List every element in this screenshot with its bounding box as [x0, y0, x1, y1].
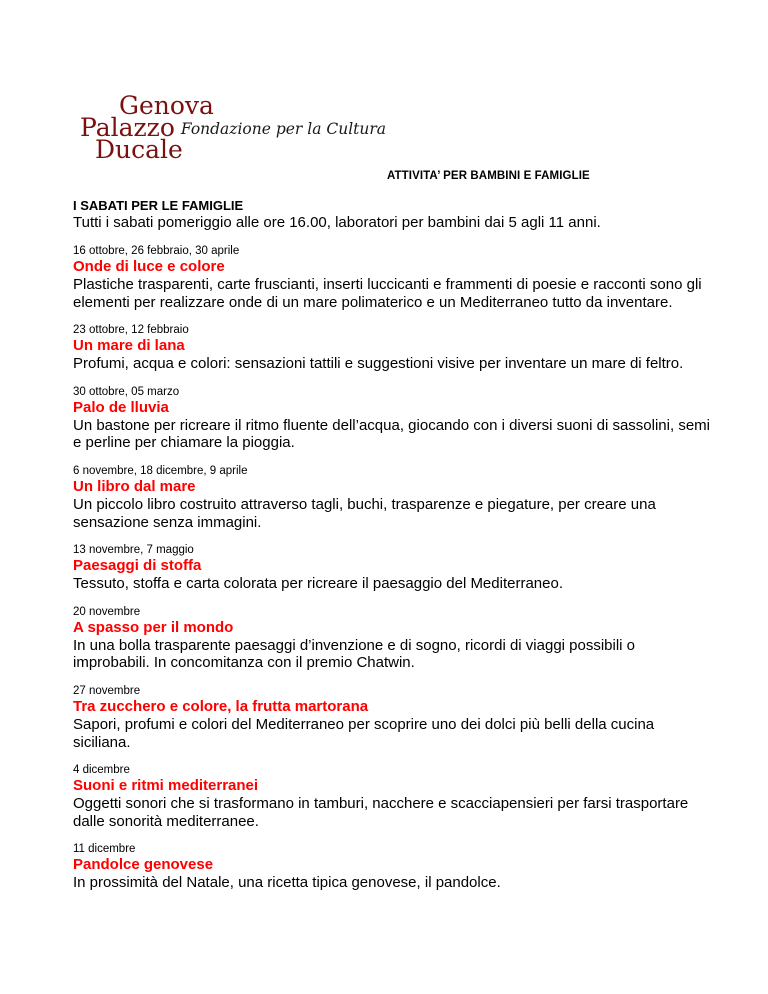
event-description: Un bastone per ricreare il ritmo fluente dell’acqua, giocando con i diversi suoni di sassolini, semi e perline per chiamare la pioggia. — [73, 416, 710, 452]
event-title: Pandolce genovese — [73, 856, 214, 874]
event-item — [73, 244, 713, 311]
event-title: Onde di luce e colore — [73, 258, 225, 275]
logo-line-genova: Genova — [119, 91, 214, 120]
event-description: Plastiche trasparenti, carte fruscianti, inserti luccicanti e frammenti di poesie e racconti sono gli elementi per realizzare onde di un mare polimaterico e un Mediterraneo tutto da inventare. — [73, 276, 702, 311]
event-item — [73, 605, 713, 672]
event-dates: 20 novembre — [73, 605, 141, 618]
event-dates: 11 dicembre — [73, 843, 136, 856]
event-description: In prossimità del Natale, una ricetta tipica genovese, il pandolce. — [73, 874, 501, 892]
event-dates: 16 ottobre, 26 febbraio, 30 aprile — [73, 245, 240, 257]
event-item — [73, 842, 713, 892]
event-description: Oggetti sonori che si trasformano in tamburi, nacchere e scacciapensieri per farsi trasportare dalle sonorità mediterranee. — [73, 795, 689, 830]
event-dates: 6 novembre, 18 dicembre, 9 aprile — [73, 464, 248, 477]
event-dates: 4 dicembre — [73, 764, 130, 777]
logo — [80, 91, 387, 164]
logo-line-ducale: Ducale — [95, 135, 183, 164]
event-title: A spasso per il mondo — [73, 618, 234, 636]
event-description: In una bolla trasparente paesaggi d’invenzione e di sogno, ricordi di viaggi possibili o improbabili. In concomitanza con il premio Chatwin. — [73, 636, 636, 672]
event-title: Paesaggi di stoffa — [73, 557, 202, 575]
event-title: Un mare di lana — [73, 337, 185, 355]
event-title: Suoni e ritmi mediterranei — [73, 777, 259, 795]
section-intro: Tutti i sabati pomeriggio alle ore 16.00, laboratori per bambini dai 5 agli 11 anni. — [73, 214, 601, 231]
event-description: Un piccolo libro costruito attraverso tagli, buchi, trasparenze e piegature, per creare una sensazione senza immagini. — [73, 495, 656, 531]
event-item — [73, 543, 713, 593]
event-item — [73, 763, 713, 830]
event-description: Tessuto, stoffa e carta colorata per ricreare il paesaggio del Mediterraneo. — [73, 575, 563, 593]
event-dates: 13 novembre, 7 maggio — [73, 544, 194, 557]
event-dates: 27 novembre — [73, 684, 141, 697]
section-sabati — [73, 198, 713, 904]
event-title: Palo de lluvia — [73, 398, 169, 416]
event-item — [73, 684, 713, 751]
event-description: Profumi, acqua e colori: sensazioni tattili e suggestioni visive per inventare un mare di feltro. — [73, 355, 684, 373]
event-dates: 30 ottobre, 05 marzo — [73, 385, 180, 398]
logo-palazzo-word: Palazzo — [80, 113, 175, 142]
event-list — [73, 244, 713, 892]
section-heading: I SABATI PER LE FAMIGLIE — [73, 198, 244, 213]
event-dates: 23 ottobre, 12 febbraio — [73, 324, 189, 337]
event-item — [73, 323, 713, 373]
logo-subtitle: Fondazione per la Cultura — [180, 120, 387, 138]
event-item — [73, 464, 713, 531]
event-title: Un libro dal mare — [73, 477, 196, 495]
event-item — [73, 385, 713, 452]
document-title: ATTIVITA’ PER BAMBINI E FAMIGLIE — [387, 170, 590, 182]
event-description: Sapori, profumi e colori del Mediterraneo per scoprire uno dei dolci più belli della cucina siciliana. — [73, 715, 655, 751]
event-title: Tra zucchero e colore, la frutta martorana — [73, 697, 369, 715]
